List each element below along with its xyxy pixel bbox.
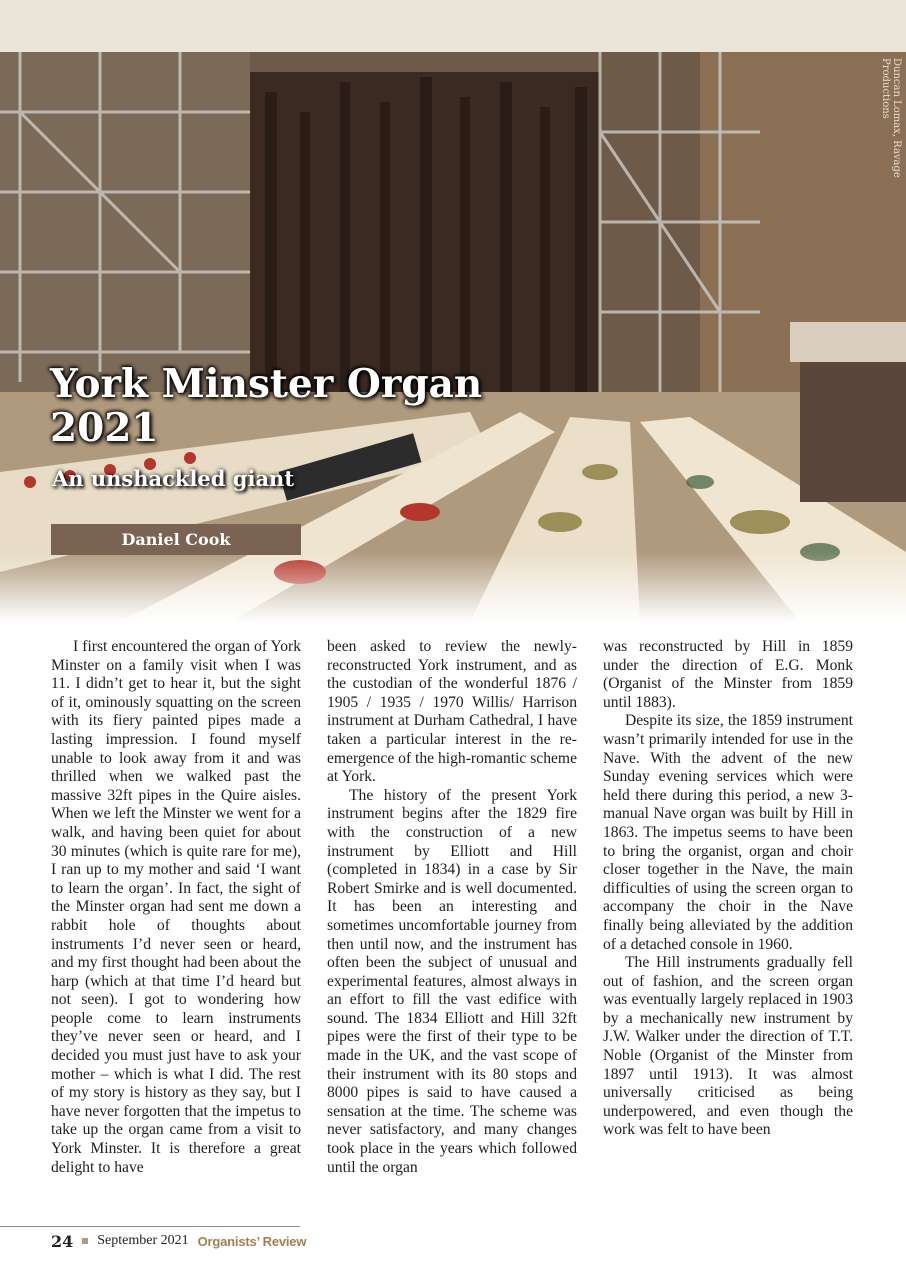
magazine-name: Organists’ Review [197, 1233, 307, 1249]
text-column-2 [327, 638, 577, 1177]
paragraph: was reconstructed by Hill in 1859 under the direction of E.G. Monk (Organist of the Minster from 1859 until 1883). [603, 638, 853, 711]
top-band [0, 0, 906, 52]
paragraph: The history of the present York instrument begins after the 1829 fire with the construction of a new instrument by Elliott and Hill (completed in 1834) in a case by Sir Robert Smirke and is well documented. It has been an interesting and sometimes uncomfortable journey from then until now, and the instrument has often been the subject of unusual and experimental features, almost always in an effort to fill the vast edifice with sound. The 1834 Elliott and Hill 32ft pipes were the first of their type to be made in the UK, and the vast scope of their instrument with its 80 stops and 8000 pipes is said to have caused a sensation at the time. The scheme was never satisfactory, and many changes took place in the years which followed until the organ [327, 786, 577, 1176]
separator-square-icon [82, 1238, 88, 1244]
text-column-1 [51, 638, 301, 1177]
article-subtitle: An unshackled giant [52, 466, 295, 491]
photo-credit: Duncan Lomax, Ravage Productions [880, 58, 902, 178]
page-footer [51, 1230, 306, 1252]
text-column-3 [603, 638, 853, 1140]
article-title: York Minster Organ 2021 [50, 361, 483, 451]
paragraph: I first encountered the organ of York Minster on a family visit when I was 11. I didn’t get to hear it, but the sight of it, ominously squatting on the screen with its fiery painted pipes made a lasting impression. I found myself unable to look away from it and was thrilled when we walked past the massive 32ft pipes in the Quire aisles. When we left the Minster we went for a walk, and having been quiet for about 30 minutes (which is quite rare for me), I ran up to my mother and said ‘I want to learn the organ’. In fact, the sight of the Minster organ had sent me down a rabbit hole of thoughts about instruments I’d never seen or heard, and my first thought had been about the harp (which at that time I’d heard but not seen). I got to wondering how people come to learn instruments they’ve never seen or heard, and I decided you must just have to ask your mother – which is what I did. The rest of my story is history as they say, but I have never forgotten that the impetus to take up the organ came from a visit to York Minster. It is therefore a great delight to have [51, 638, 301, 1176]
paragraph: been asked to review the newly-reconstructed York instrument, and as the custodian of the wonderful 1876 / 1905 / 1935 / 1970 Willis/ Harrison instrument at Durham Cathedral, I have taken a particular interest in the re-emergence of the high-romantic scheme at York. [327, 638, 577, 786]
author-byline: Daniel Cook [51, 524, 301, 555]
page-number: 24 [51, 1231, 74, 1251]
issue-date: September 2021 [97, 1233, 189, 1248]
paragraph: The Hill instruments gradually fell out of fashion, and the screen organ was eventually largely replaced in 1903 by a mechanically new instrument by J.W. Walker under the direction of T.T. Noble (Organist of the Minster from 1897 until 1913). It was almost universally criticised as being underpowered, and even though the work was felt to have been [603, 954, 853, 1139]
photo-fade [0, 552, 906, 622]
paragraph: Despite its size, the 1859 instrument wasn’t primarily intended for use in the Nave. With the advent of the new Sunday evening services which were held there during this period, a new 3-manual Nave organ was built by Hill in 1863. The impetus seems to have been to bring the organist, organ and choir closer together in the Nave, the main difficulties of using the screen organ to accompany the choir in the Nave finally being alleviated by the addition of a detached console in 1960. [603, 712, 853, 953]
footer-rule [0, 1226, 300, 1227]
